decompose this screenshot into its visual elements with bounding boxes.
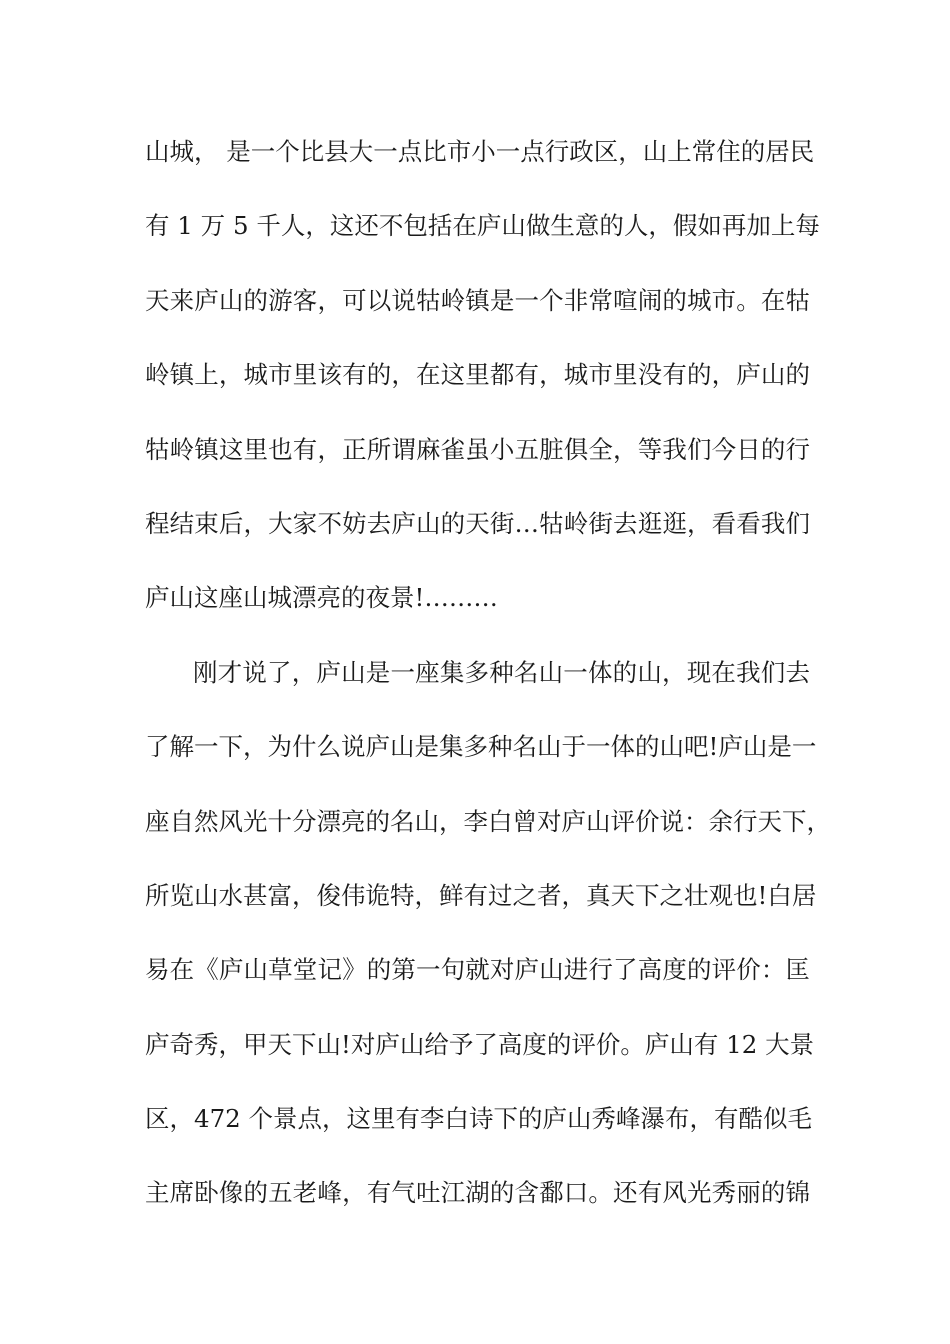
text-line: 主席卧像的五老峰，有气吐江湖的含鄱口。还有风光秀丽的锦 bbox=[145, 1178, 810, 1208]
body-text bbox=[145, 128, 831, 1244]
text-line: 庐山这座山城漂亮的夜景!……… bbox=[145, 583, 498, 613]
text-line: 有 1 万 5 千人，这还不包括在庐山做生意的人，假如再加上每 bbox=[145, 211, 820, 241]
paragraph-first-line: 刚才说了，庐山是一座集多种名山一体的山，现在我们去 bbox=[193, 657, 810, 687]
text-line: 程结束后，大家不妨去庐山的天街…牯岭街去逛逛，看看我们 bbox=[145, 508, 810, 538]
text-line: 所览山水甚富，俊伟诡特，鲜有过之者，真天下之壮观也!白居 bbox=[145, 880, 817, 910]
text-line: 山城， 是一个比县大一点比市小一点行政区，山上常住的居民 bbox=[145, 137, 815, 166]
text-line: 区，472 个景点，这里有李白诗下的庐山秀峰瀑布，有酷似毛 bbox=[145, 1104, 813, 1134]
text-line: 天来庐山的游客，可以说牯岭镇是一个非常喧闹的城市。在牯 bbox=[145, 285, 810, 315]
text-line: 座自然风光十分漂亮的名山，李白曾对庐山评价说：余行天下， bbox=[145, 806, 831, 836]
text-line: 牯岭镇这里也有，正所谓麻雀虽小五脏俱全，等我们今日的行 bbox=[145, 434, 810, 464]
text-line: 岭镇上，城市里该有的，在这里都有，城市里没有的，庐山的 bbox=[145, 360, 810, 390]
text-line: 易在《庐山草堂记》的第一句就对庐山进行了高度的评价：匡 bbox=[145, 955, 810, 985]
text-line: 了解一下，为什么说庐山是集多种名山于一体的山吧!庐山是一 bbox=[145, 732, 817, 762]
text-line: 庐奇秀，甲天下山!对庐山给予了高度的评价。庐山有 12 大景 bbox=[145, 1029, 815, 1059]
